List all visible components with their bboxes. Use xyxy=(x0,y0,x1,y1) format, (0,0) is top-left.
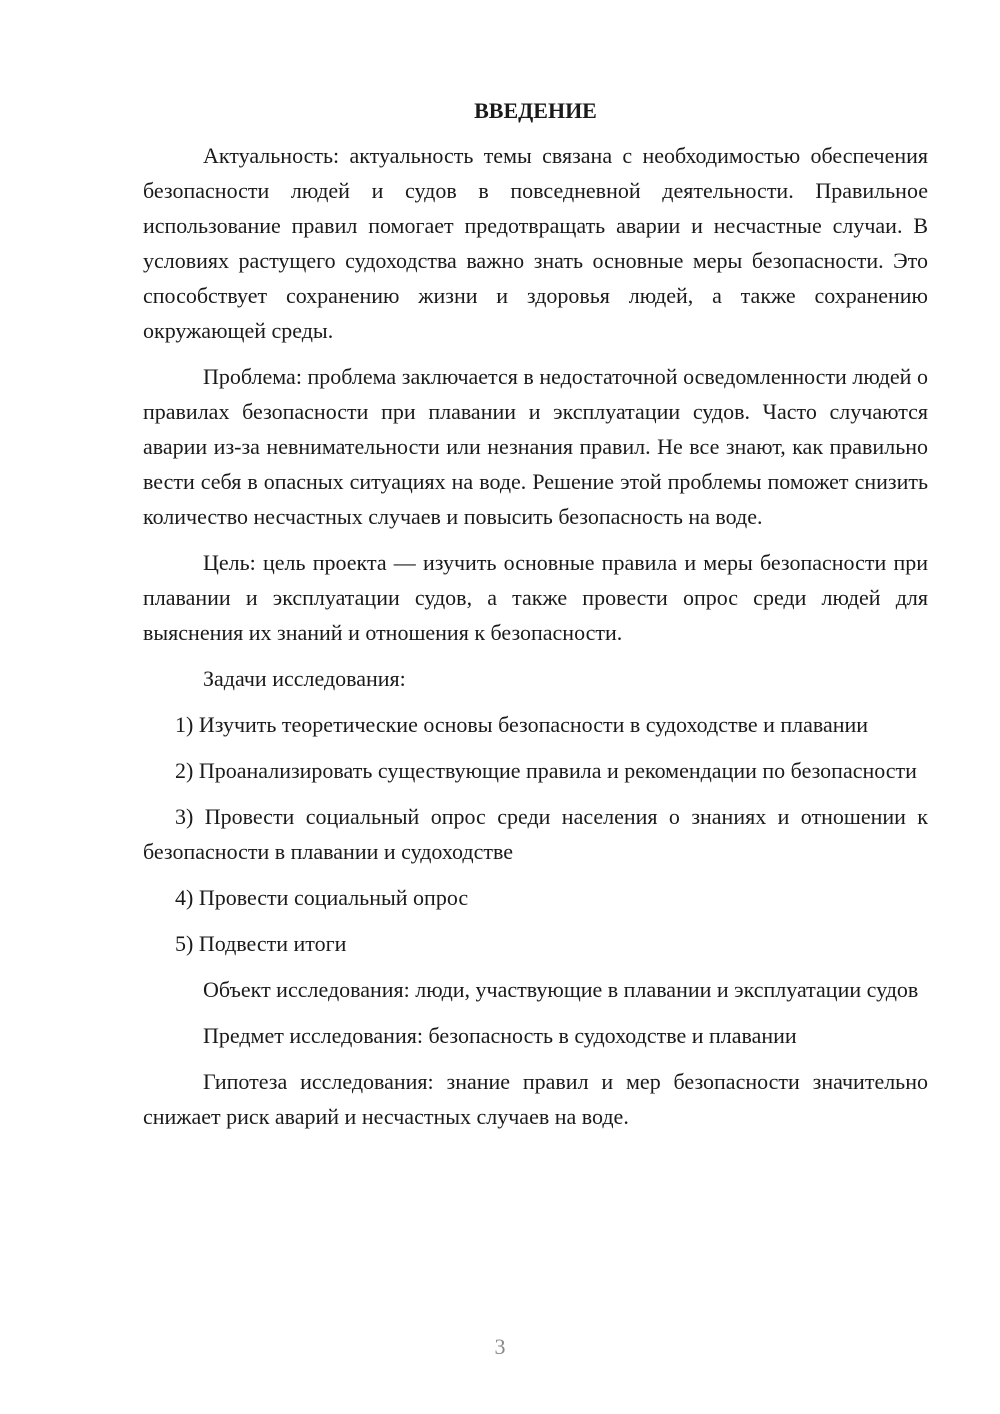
list-item-task-4: 4) Провести социальный опрос xyxy=(175,885,469,910)
page-number: 3 xyxy=(494,1334,506,1359)
page-title: ВВЕДЕНИЕ xyxy=(474,98,597,123)
paragraph-relevance: Актуальность: актуальность темы связана с необходимостью обеспечения безопасности людей и судов в повседневной деятельности. Правильное использование правил помогает предотвращать аварии и несчастные случаи. В условиях растущего судоходства важно знать основные меры безопасности. Это способствует сохранению жизни и здоровья людей, а также сохранению окружающей среды. xyxy=(143,143,928,343)
list-item-task-3: 3) Провести социальный опрос среди населения о знаниях и отношении к безопасности в плавании и судоходстве xyxy=(143,804,928,864)
paragraph-hypothesis: Гипотеза исследования: знание правил и мер безопасности значительно снижает риск аварий и несчастных случаев на воде. xyxy=(143,1069,928,1129)
list-item-task-5: 5) Подвести итоги xyxy=(175,931,347,956)
list-item-task-1: 1) Изучить теоретические основы безопасности в судоходстве и плавании xyxy=(175,712,869,737)
paragraph-goal: Цель: цель проекта — изучить основные правила и меры безопасности при плавании и эксплуатации судов, а также провести опрос среди людей для выяснения их знаний и отношения к безопасности. xyxy=(143,550,928,645)
paragraph-problem: Проблема: проблема заключается в недостаточной осведомленности людей о правилах безопасности при плавании и эксплуатации судов. Часто случаются аварии из-за невнимательности или незнания правил. Не все знают, как правильно вести себя в опасных ситуациях на воде. Решение этой проблемы поможет снизить количество несчастных случаев и повысить безопасность на воде. xyxy=(143,364,928,529)
paragraph-object: Объект исследования: люди, участвующие в плавании и эксплуатации судов xyxy=(203,977,919,1002)
tasks-heading: Задачи исследования: xyxy=(203,666,406,691)
page-content xyxy=(143,96,928,1145)
list-item-task-2: 2) Проанализировать существующие правила и рекомендации по безопасности xyxy=(175,758,917,783)
paragraph-subject: Предмет исследования: безопасность в судоходстве и плавании xyxy=(203,1023,797,1048)
